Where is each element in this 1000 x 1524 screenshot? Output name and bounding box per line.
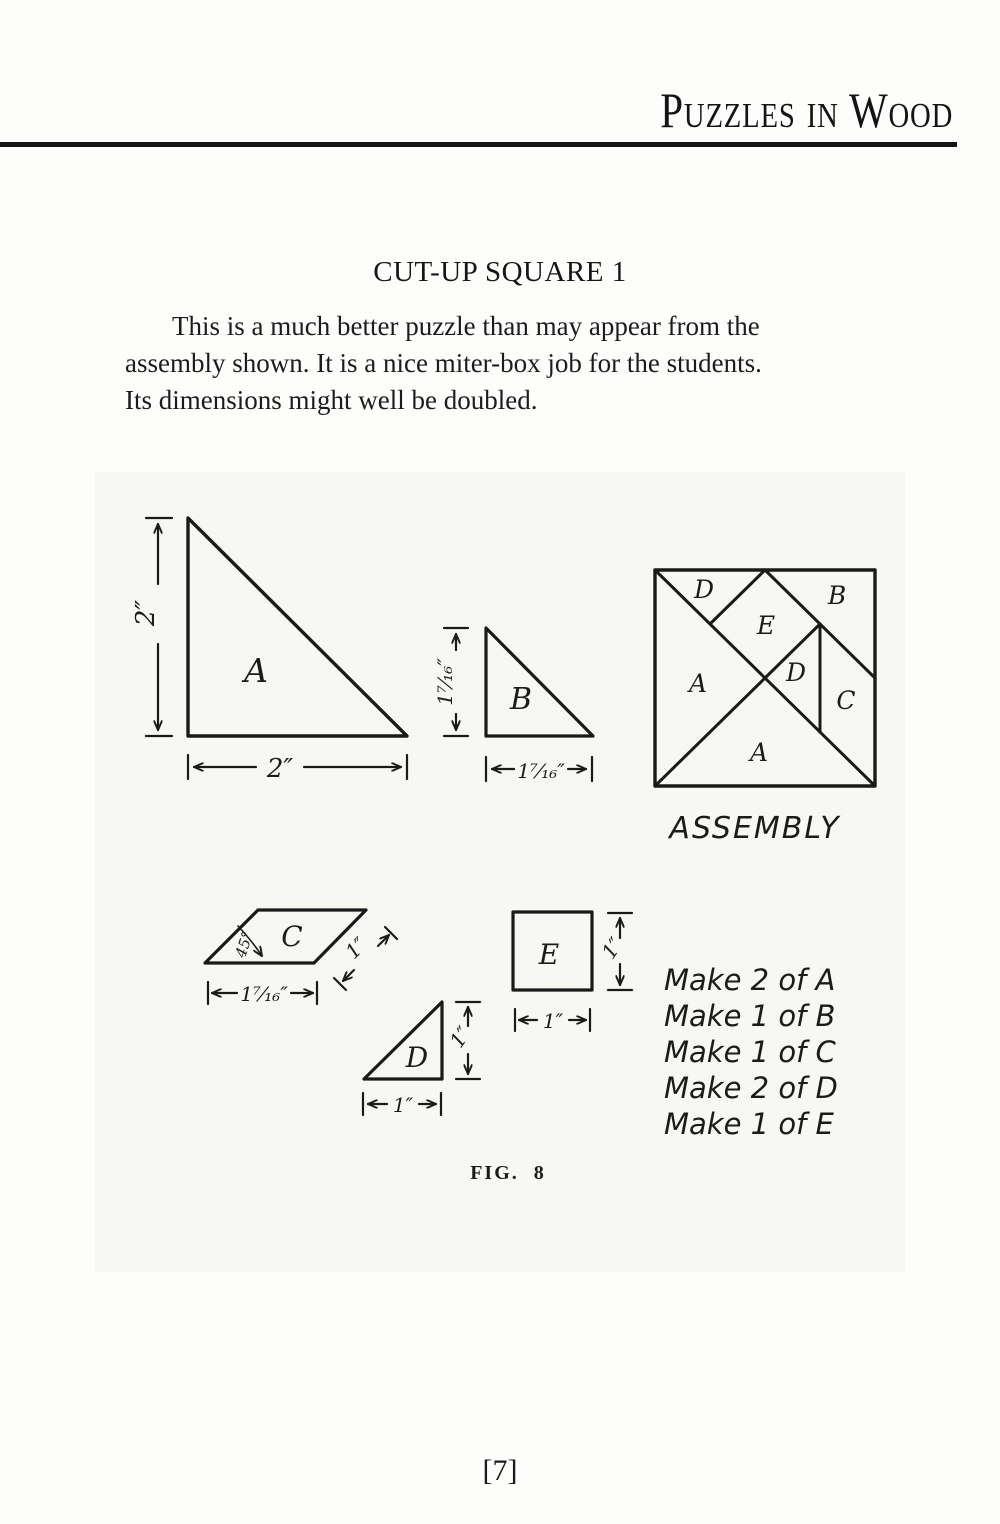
angle-c-label: 45°: [231, 929, 257, 960]
running-head-title: Puzzles in Wood: [660, 82, 953, 138]
piece-b-label: B: [509, 682, 533, 717]
figure-scan-area: [95, 472, 905, 1272]
figure-caption: FIG. 8: [470, 1162, 546, 1184]
piece-e-label: E: [538, 938, 560, 971]
assembly-label-a2: A: [749, 738, 769, 767]
make-list-item: Make 1 of C: [664, 1035, 836, 1069]
assembly-label-c: C: [836, 686, 856, 715]
dim-c-width-label: 1⁷⁄₁₆″: [240, 982, 288, 1006]
make-list-item: Make 1 of E: [664, 1107, 834, 1141]
dim-a-height-label: 2″: [131, 599, 161, 627]
dim-a-width-label: 2″: [266, 754, 294, 784]
piece-d-label: D: [405, 1041, 429, 1074]
paragraph-line: Its dimensions might well be doubled.: [125, 385, 538, 415]
make-list: [664, 963, 838, 1141]
section-title: CUT-UP SQUARE 1: [373, 256, 627, 288]
dim-c-side-label: 1″: [340, 932, 372, 964]
assembly-label-a1: A: [688, 669, 708, 698]
dim-b-height-label: 1⁷⁄₁₆″: [433, 658, 457, 706]
paragraph-line: assembly shown. It is a nice miter-box job for the students.: [125, 348, 762, 378]
assembly-label-b: B: [827, 581, 847, 610]
piece-c-label: C: [281, 920, 303, 953]
paragraph-line: This is a much better puzzle than may appear from the: [172, 311, 760, 341]
assembly-label-d1: D: [693, 575, 715, 604]
piece-a-label: A: [244, 651, 268, 690]
assembly-label-e: E: [756, 611, 776, 640]
dim-d-width-label: 1″: [392, 1093, 414, 1117]
dim-d-height-label: 1″: [444, 1021, 476, 1053]
make-list-item: Make 1 of B: [664, 999, 836, 1033]
dim-b-width-label: 1⁷⁄₁₆″: [517, 759, 565, 783]
make-list-item: Make 2 of D: [664, 1071, 838, 1105]
make-list-item: Make 2 of A: [664, 963, 836, 997]
assembly-label-d2: D: [785, 658, 807, 687]
assembly-caption: ASSEMBLY: [669, 811, 841, 846]
dim-e-width-label: 1″: [542, 1009, 564, 1033]
dim-e-height-label: 1″: [596, 932, 628, 964]
page-number: [7]: [482, 1454, 518, 1487]
